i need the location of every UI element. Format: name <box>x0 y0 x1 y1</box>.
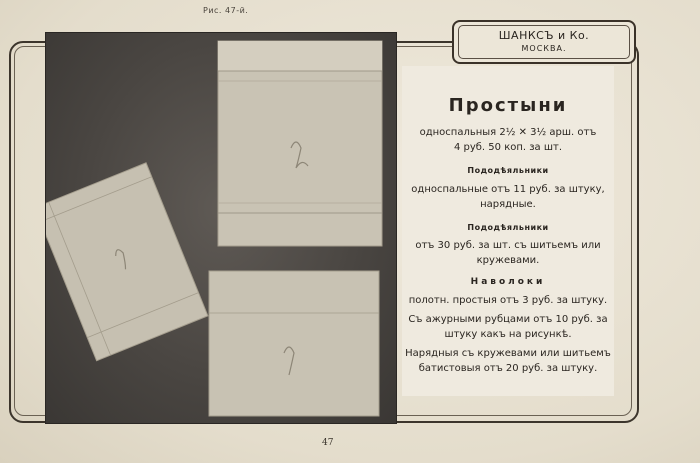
folded-sheet-image <box>218 41 382 246</box>
duvet-text-2-line-1: отъ 30 руб. за шт. съ шитьемъ или <box>415 240 601 251</box>
page-number: 47 <box>322 438 334 448</box>
pillowcase-text-2-line-2: штуку какъ на рисункѣ. <box>444 329 572 340</box>
firm-city: МОСКВА. <box>521 44 567 53</box>
linen-photograph <box>46 33 396 423</box>
pillowcase-text-1: полотн. простыя отъ 3 руб. за штуку. <box>408 295 608 306</box>
firm-name: ШАНКСЪ и Ко. <box>498 29 590 42</box>
linen-illustration <box>46 33 396 423</box>
pillowcase-tilted-image <box>46 163 208 361</box>
duvet-text-2-line-2: кружевами. <box>476 255 540 266</box>
figure-label: Рис. 47-й. <box>203 6 249 15</box>
pillowcase-bottom-image <box>209 271 379 416</box>
title-sheets: Простыни <box>448 95 568 116</box>
heading-duvet-covers-1: Пододѣяльники <box>467 166 549 175</box>
heading-pillowcases: Наволоки <box>470 277 546 287</box>
duvet-text-1-line-1: односпальные отъ 11 руб. за штуку, <box>411 184 605 195</box>
pillowcase-text-3-line-2: батистовыя отъ 20 руб. за штуку. <box>418 363 598 374</box>
pillowcase-text-3-line-1: Нарядныя съ кружевами или шитьемъ <box>405 348 611 359</box>
duvet-text-1-line-2: нарядные. <box>480 199 536 210</box>
heading-duvet-covers-2: Пододѣяльники <box>467 223 549 232</box>
sheets-text-line-2: 4 руб. 50 коп. за шт. <box>453 142 563 153</box>
pillowcase-text-2-line-1: Съ ажурными рубцами отъ 10 руб. за <box>408 314 608 325</box>
sheets-text-line-1: односпальныя 2½ ✕ 3½ арш. отъ <box>419 127 597 138</box>
firm-stamp <box>452 20 636 64</box>
